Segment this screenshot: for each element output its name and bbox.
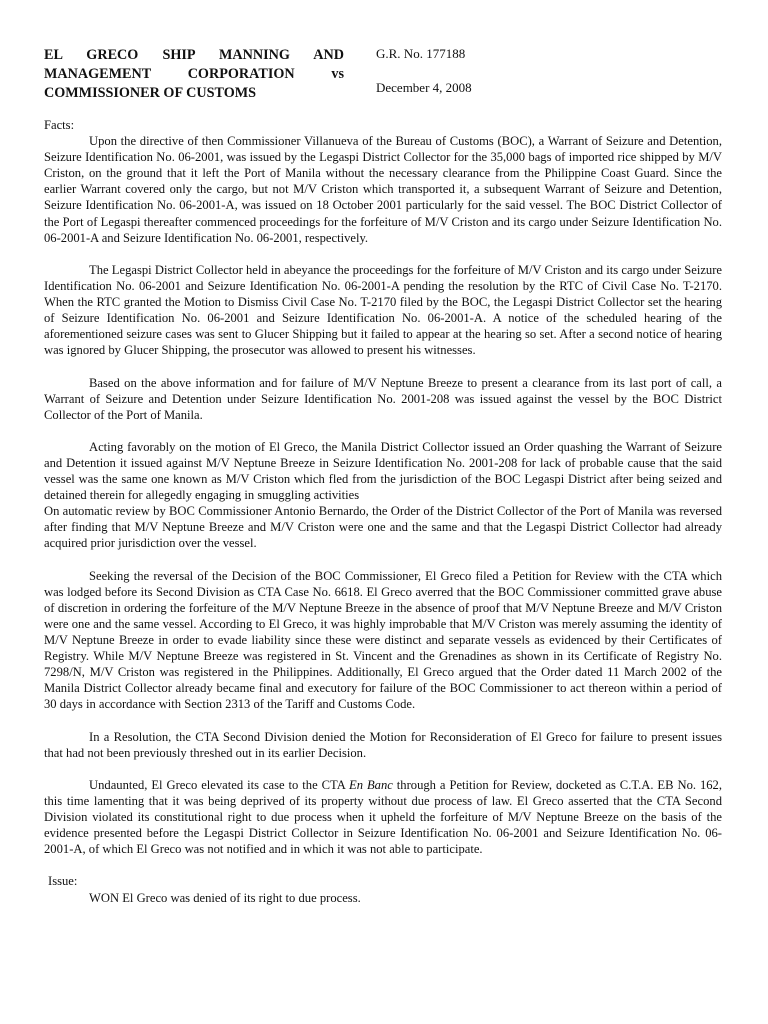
facts-paragraph-1: Upon the directive of then Commissioner Villanueva of the Bureau of Customs (BOC), a Warrant of Seizure and Detention, Seizure Identification No. 06-2001, was issued by the Legaspi District Collector for the 35,000 bags of imported rice shipped by M/V Criston, on the ground that it left the Port of Manila without the necessary clearance from the Philippine Coast Guard. Since the earlier Warrant covered only the cargo, but not M/V Criston which transported it, a subsequent Warrant of Seizure and Detention, Seizure Identification No. 06-2001-A, was issued on 18 October 2001 particularly for the said vessel. The BOC District Collector of the Port of Legaspi thereafter commenced proceedings for the forfeiture of M/V Criston and its cargo under Seizure Identification No. 06-2001-A and Seizure Identification No. 06-2001, respectively. bbox=[44, 134, 722, 245]
gr-number: G.R. No. 177188 bbox=[376, 46, 466, 61]
case-title: EL GRECO SHIP MANNING AND MANAGEMENT CORPORATION vs COMMISSIONER OF CUSTOMS bbox=[44, 47, 344, 101]
facts-paragraph-5: On automatic review by BOC Commissioner Antonio Bernardo, the Order of the District Collector of the Port of Manila was reversed after finding that M/V Neptune Breeze and M/V Criston were one and the same and that the Legaspi District Collector had already acquired prior jurisdiction over the vessel. bbox=[44, 504, 722, 551]
decision-date: December 4, 2008 bbox=[376, 80, 472, 95]
facts-paragraph-8 bbox=[44, 777, 722, 857]
facts-label: Facts: bbox=[44, 118, 75, 132]
en-banc-italic: En Banc bbox=[349, 777, 393, 792]
facts-paragraph-6: Seeking the reversal of the Decision of the BOC Commissioner, El Greco filed a Petition for Review with the CTA which was lodged before its Second Division as CTA Case No. 6618. El Greco averred that the BOC Commissioner committed grave abuse of discretion in ordering the forfeiture of the M/V Neptune Breeze in the absence of proof that M/V Neptune Breeze and M/V Criston were one and the same vessel. According to El Greco, it was highly improbable that M/V Criston was merely assuming the identity of M/V Neptune Breeze in order to evade liability since these were distinct and separate vessels as evidenced by their Certificates of Registry. While M/V Neptune Breeze was registered in St. Vincent and the Grenadines as shown in its Certificate of Registry No. 7298/N, M/V Criston was registered in the Philippines. Additionally, El Greco argued that the Order dated 11 March 2002 of the Manila District Collector already became final and executory for failure of the BOC Commissioner to act thereon within a period of 30 days in accordance with Section 2313 of the Tariff and Customs Code. bbox=[44, 568, 722, 712]
document-body bbox=[44, 117, 722, 906]
facts-paragraph-8-part-2: through a Petition for Review, docketed as C.T.A. EB No. 162, this time lamenting that it was being deprived of its property without due process of law. El Greco asserted that the CTA Second Division violated its constitutional right to due process when it upheld the forfeiture of M/V Neptune Breeze on the basis of the evidence presented before the Legaspi District Collector in Seizure Identification No. 06-2001 and Seizure Identification No. 06-2001-A, of which El Greco was not notified and in which it was not able to participate. bbox=[44, 777, 722, 857]
facts-paragraph-2: The Legaspi District Collector held in abeyance the proceedings for the forfeiture of M/V Criston and its cargo under Seizure Identification No. 06-2001 and Seizure Identification No. 06-2001-A pending the resolution by the RTC of Civil Case No. T-2170. When the RTC granted the Motion to Dismiss Civil Case No. T-2170 filed by the BOC, the Legaspi District Collector set the hearing of Seizure Identification No. 06-2001 and Seizure Identification No. 06-2001-A. A notice of the scheduled hearing of the aforementioned seizure cases was sent to Glucer Shipping but it failed to appear at the hearing so set. After a second notice of hearing was ignored by Glucer Shipping, the prosecutor was allowed to present his witnesses. bbox=[44, 262, 722, 358]
facts-paragraph-8-part-1: Undaunted, El Greco elevated its case to the CTA bbox=[89, 777, 350, 792]
facts-paragraph-3: Based on the above information and for failure of M/V Neptune Breeze to present a clearance from its last port of call, a Warrant of Seizure and Detention under Seizure Identification No. 2001-208 was issued against the vessel by the BOC District Collector of the Port of Manila. bbox=[44, 375, 722, 422]
issue-label: Issue: bbox=[48, 874, 78, 889]
issue-question: WON El Greco was denied of its right to due process. bbox=[89, 890, 361, 905]
facts-paragraph-7: In a Resolution, the CTA Second Division denied the Motion for Reconsideration of El Greco for failure to present issues that had not been previously threshed out in its earlier Decision. bbox=[44, 729, 722, 760]
facts-paragraph-4: Acting favorably on the motion of El Greco, the Manila District Collector issued an Order quashing the Warrant of Seizure and Detention it issued against M/V Neptune Breeze in Seizure Identification No. 2001-208 for lack of probable cause that the said vessel was the same one known as M/V Criston which fled from the jurisdiction of the BOC Legaspi District after being seized and detained therein for allegedly engaging in smuggling activities bbox=[44, 439, 722, 503]
